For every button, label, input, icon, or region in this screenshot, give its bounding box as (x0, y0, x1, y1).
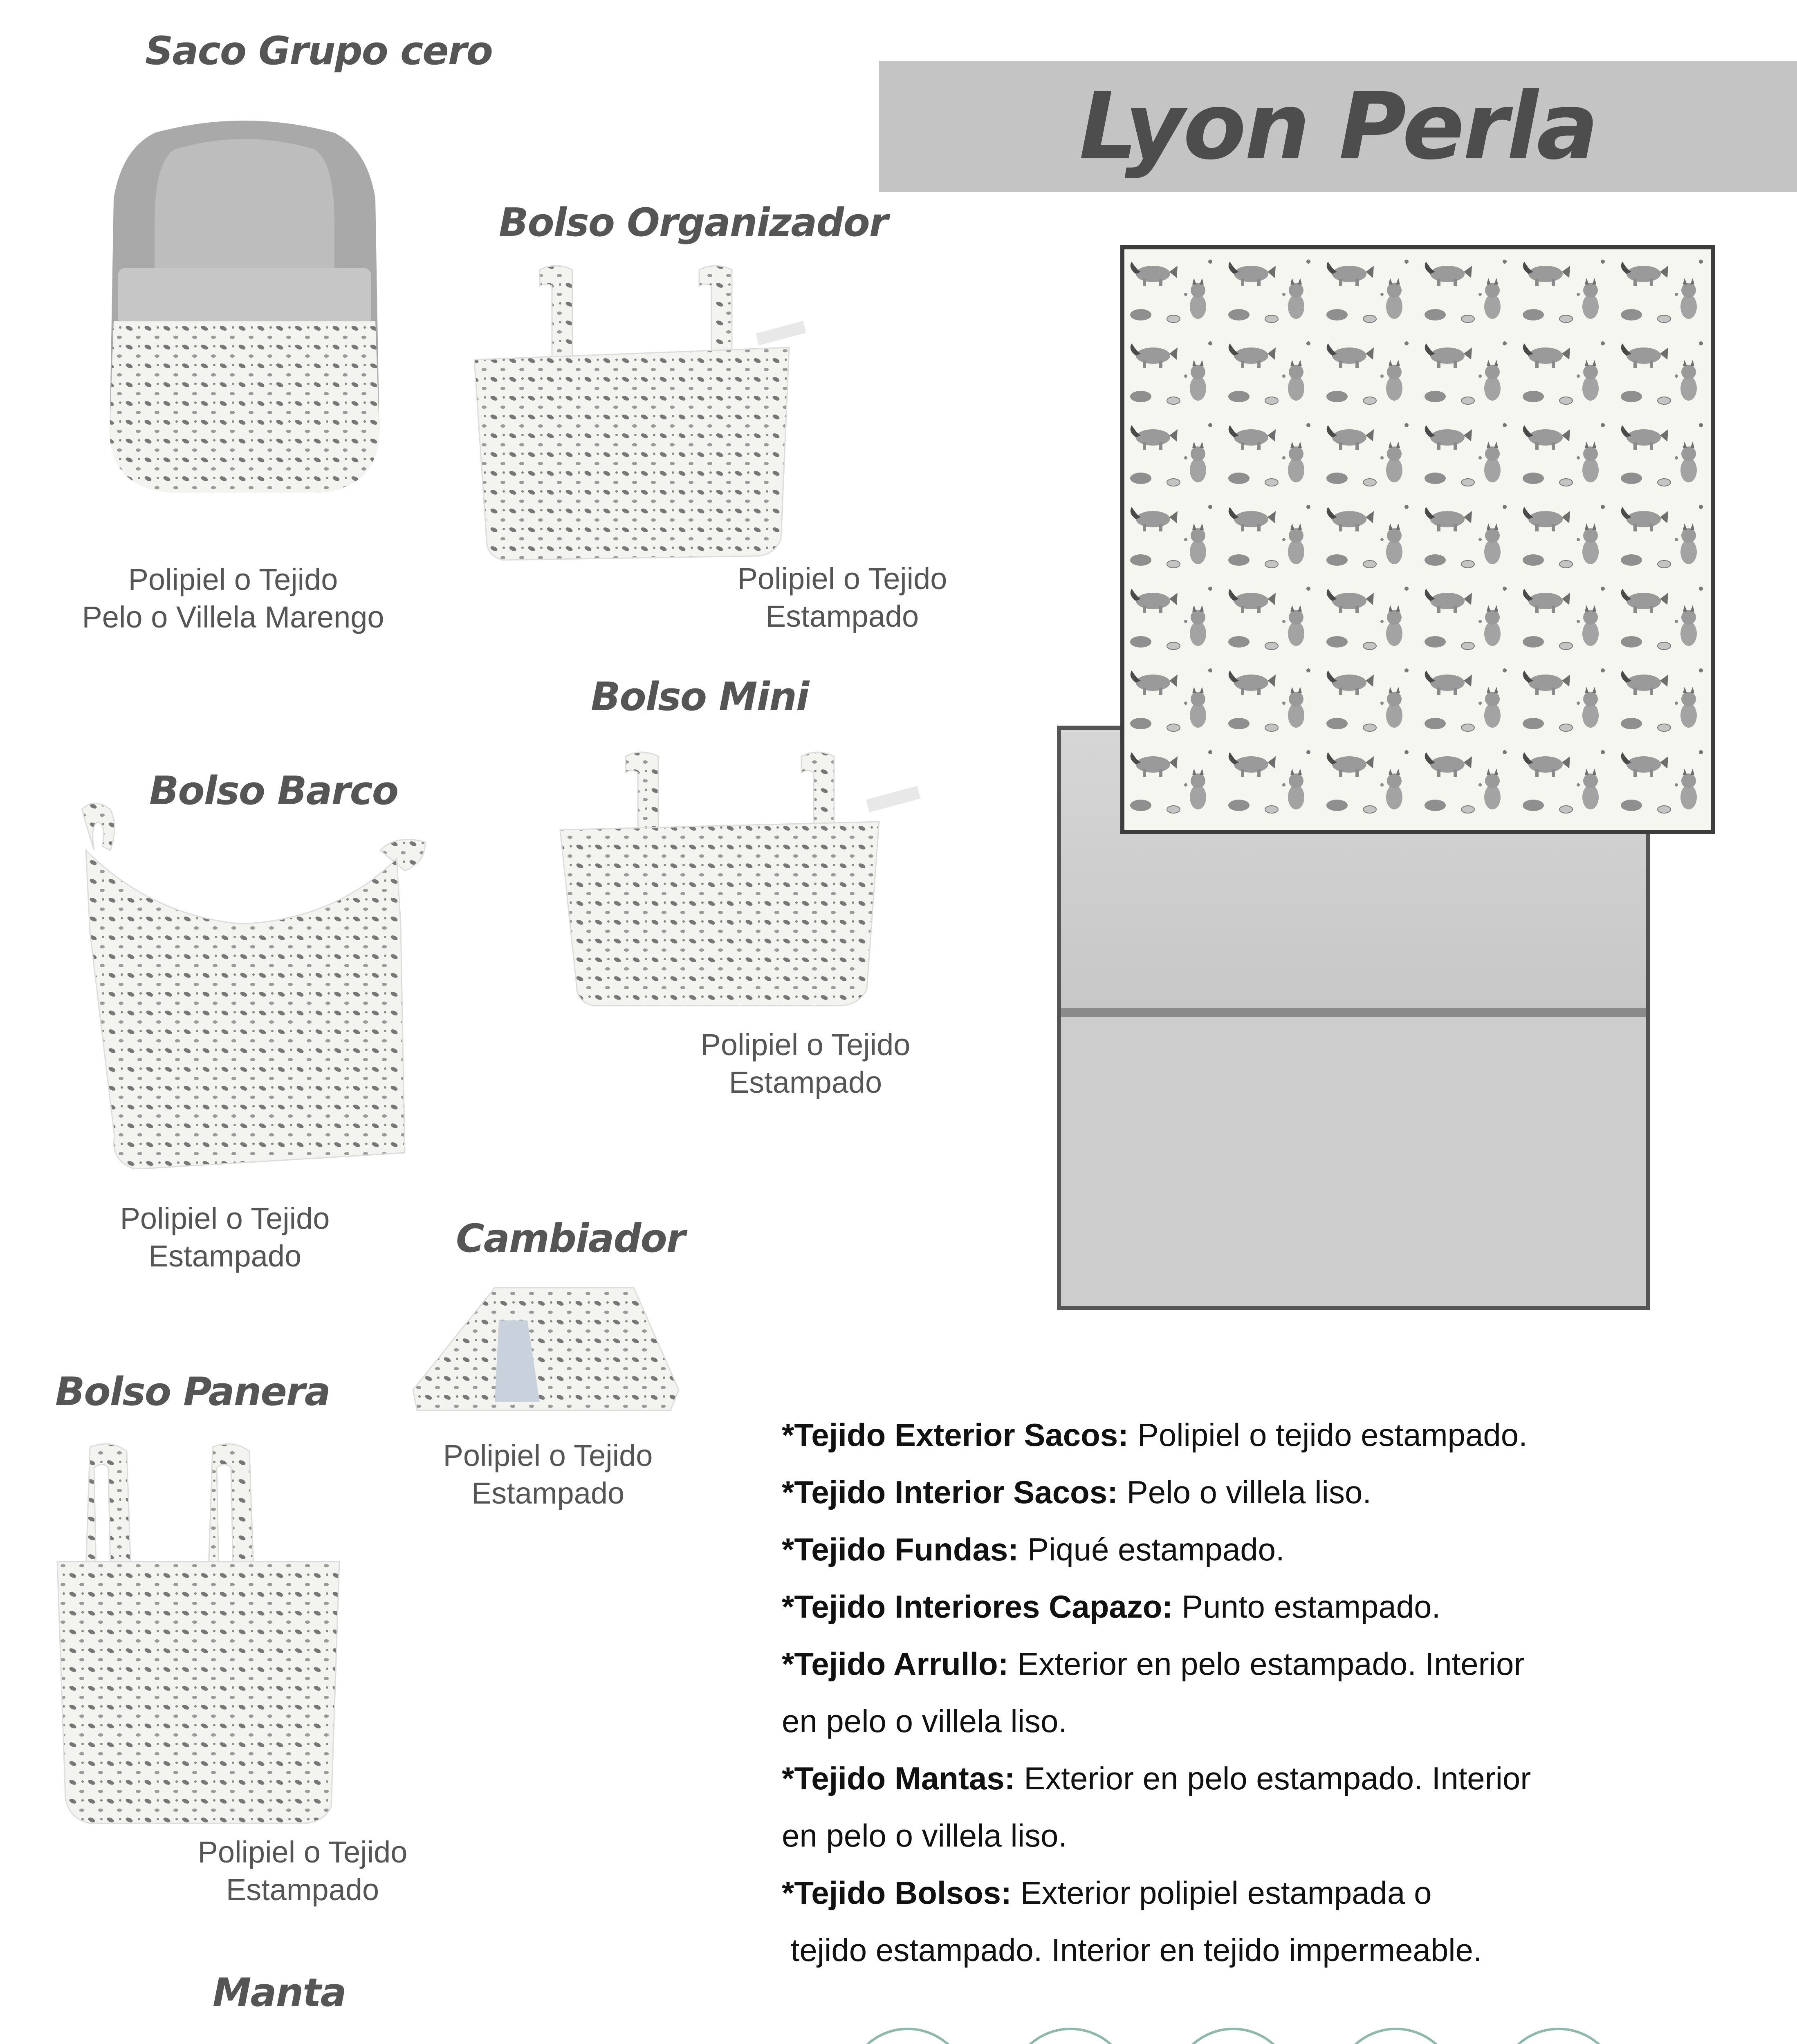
organizador-caption: Polipiel o Tejido Estampado (737, 562, 947, 633)
title-banner (879, 61, 1797, 192)
barco-heading: Bolso Barco (149, 769, 398, 814)
organizador-image (470, 262, 805, 564)
heart-hands-icon (1012, 2030, 1129, 2044)
gentle-on-skin-badge (1172, 2028, 1294, 2044)
panera-heading: Bolso Panera (55, 1369, 330, 1414)
panera-image (49, 1439, 343, 1827)
mini-heading: Bolso Mini (591, 675, 809, 719)
cambiador-image (405, 1280, 683, 1414)
mini-caption: Polipiel o Tejido Estampado (700, 1028, 911, 1099)
recycle-icon (1337, 2030, 1455, 2044)
spec-line-cont: en pelo o villela liso. (782, 1703, 1068, 1739)
collection-title: Lyon Perla (1079, 73, 1597, 180)
cambiador-heading: Cambiador (456, 1216, 685, 1261)
cambiador-caption: Polipiel o Tejido Estampado (443, 1439, 653, 1510)
eco-leaf-icon (849, 2030, 967, 2044)
saco-heading: Saco Grupo cero (145, 29, 492, 74)
footprint-icon (1500, 2030, 1618, 2044)
eco-friendly-badge (846, 2028, 969, 2044)
organizador-heading: Bolso Organizador (499, 200, 888, 245)
panera-caption: Polipiel o Tejido Estampado (197, 1835, 408, 1907)
mini-image (556, 748, 924, 1010)
saco-image (105, 117, 384, 497)
spec-line: *Tejido Arrullo: Exterior en pelo estampado. Interior (782, 1646, 1525, 1682)
barco-caption: Polipiel o Tejido Estampado (120, 1201, 330, 1273)
drop-icon (1174, 2030, 1292, 2044)
manta-heading: Manta (213, 1970, 346, 2015)
barco-image (70, 801, 429, 1169)
recycled-fabrics-badge (1335, 2028, 1457, 2044)
spec-line: *Tejido Exterior Sacos: Polipiel o tejido estampado. (782, 1417, 1528, 1453)
fleece-bottom-panel (1061, 1017, 1646, 1306)
saco-caption: Polipiel o Tejido Pelo o Villela Marengo (82, 563, 384, 634)
fleece-divider (1061, 1008, 1646, 1017)
footprint-carbon-badge (1497, 2028, 1620, 2044)
spec-line-cont: tejido estampado. Interior en tejido impermeable. (782, 1932, 1482, 1968)
print-swatch (1120, 245, 1715, 834)
spec-line: *Tejido Interiores Capazo: Punto estampado. (782, 1589, 1441, 1625)
spec-line: *Tejido Interior Sacos: Pelo o villela liso. (782, 1474, 1372, 1510)
fabric-specs (782, 1406, 1640, 1979)
spec-line-cont: en pelo o villela liso. (782, 1818, 1068, 1853)
cruelty-free-badge (1009, 2028, 1132, 2044)
spec-line: *Tejido Mantas: Exterior en pelo estampado. Interior (782, 1760, 1531, 1796)
spec-line: *Tejido Fundas: Piqué estampado. (782, 1531, 1285, 1567)
spec-line: *Tejido Bolsos: Exterior polipiel estampada o (782, 1875, 1432, 1911)
